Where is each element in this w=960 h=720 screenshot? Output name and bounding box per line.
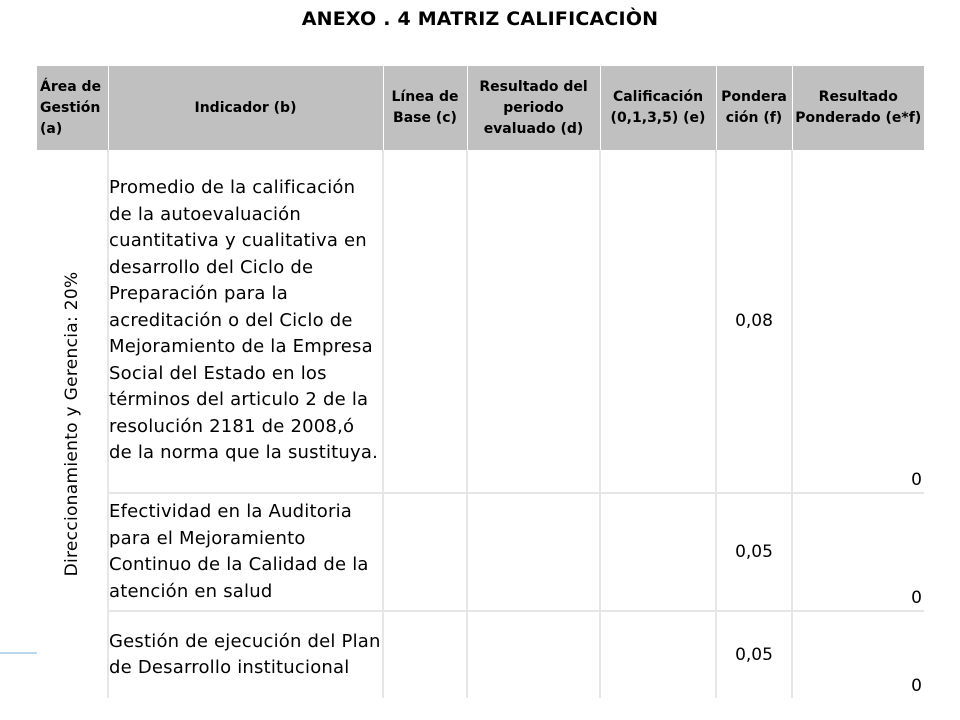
resultado-periodo-cell [467,150,600,493]
calificacion-cell [600,493,716,611]
header-area: Área de Gestión (a) [37,66,108,150]
qualification-matrix-table [37,66,924,698]
header-resultado-periodo: Resultado del periodo evaluado (d) [467,66,600,150]
resultado-ponderado-cell: 0 [792,150,924,493]
resultado-periodo-cell [467,611,600,698]
indicador-cell: Efectividad en la Auditoria para el Mejoramiento Continuo de la Calidad de la atención en salud [108,493,383,611]
header-calificacion: Calificación (0,1,3,5) (e) [600,66,716,150]
accent-line [0,652,38,654]
linea-base-cell [383,493,467,611]
table-row [37,493,924,611]
header-ponderacion: Pondera ción (f) [716,66,792,150]
calificacion-cell [600,611,716,698]
ponderacion-cell: 0,05 [716,493,792,611]
header-indicador: Indicador (b) [108,66,383,150]
indicador-cell: Gestión de ejecución del Plan de Desarrollo institucional [108,611,383,698]
area-label: Direccionamiento y Gerencia: 20% [62,271,82,577]
header-row [37,66,924,150]
linea-base-cell [383,611,467,698]
ponderacion-cell: 0,08 [716,150,792,493]
area-cell [37,150,108,698]
table-row [37,150,924,493]
header-linea-base: Línea de Base (c) [383,66,467,150]
header-resultado-ponderado: Resultado Ponderado (e*f) [792,66,924,150]
resultado-periodo-cell [467,493,600,611]
indicador-cell: Promedio de la calificación de la autoevaluación cuantitativa y cualitativa en desarrollo del Ciclo de Preparación para la acreditación o del Ciclo de Mejoramiento de la Empresa Social del Estado en los términos del articulo 2 de la resolución 2181 de 2008,ó de la norma que la sustituya. [108,150,383,493]
ponderacion-cell: 0,05 [716,611,792,698]
page-title: ANEXO . 4 MATRIZ CALIFICACIÒN [301,8,659,30]
resultado-ponderado-cell: 0 [792,493,924,611]
calificacion-cell [600,150,716,493]
resultado-ponderado-cell: 0 [911,676,922,696]
linea-base-cell [383,150,467,493]
table-row [37,611,924,698]
